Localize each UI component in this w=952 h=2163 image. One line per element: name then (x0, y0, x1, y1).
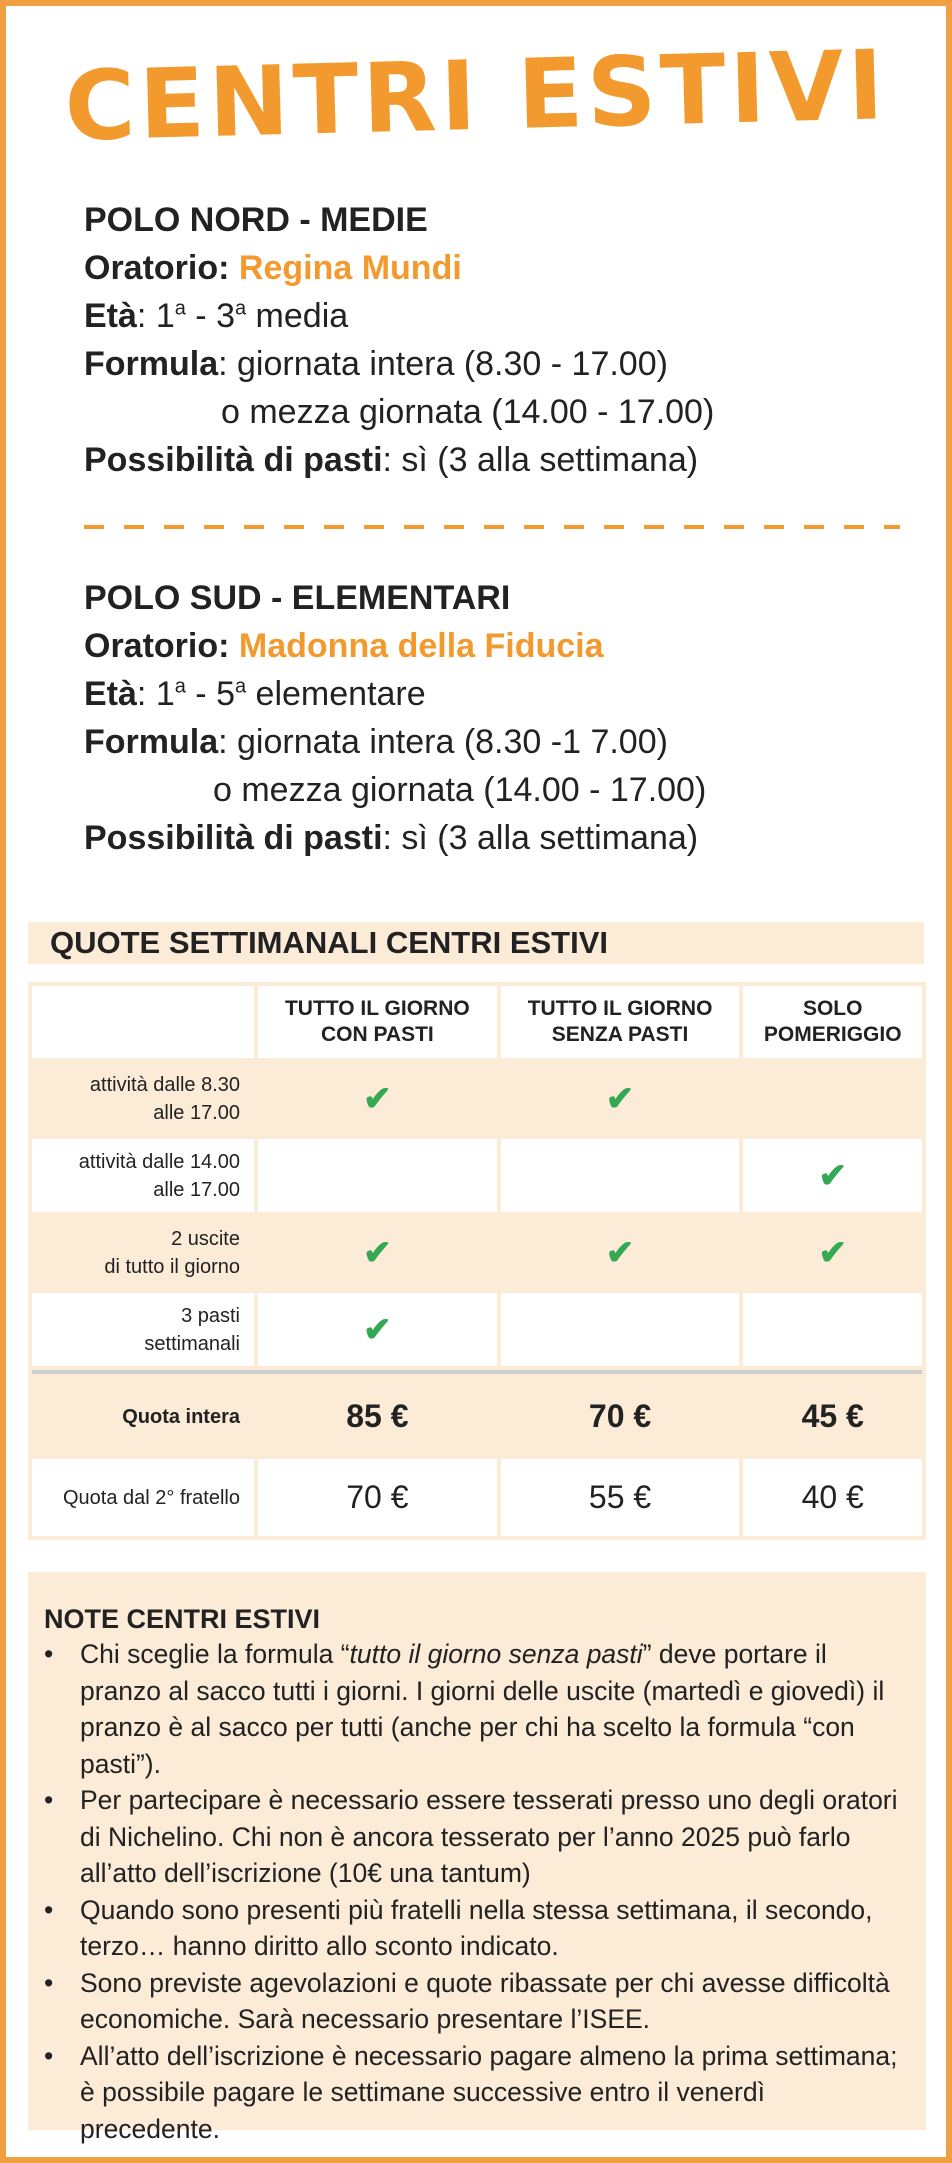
list-item (44, 1892, 906, 1965)
table-row (32, 1139, 922, 1212)
quote-header-empty (32, 986, 254, 1058)
page-title: CENTRI ESTIVI (63, 29, 889, 163)
row-label (32, 1216, 254, 1289)
dashed-divider (84, 525, 900, 529)
row-label (32, 1293, 254, 1366)
col-label-line1: TUTTO IL GIORNO (284, 997, 470, 1020)
polo-sud-pasti-label: Possibilità di pasti (84, 819, 383, 857)
bullet-icon: • (44, 1894, 54, 1925)
price-value: 40 € (743, 1459, 922, 1536)
note-text: Sono previste agevolazioni e quote ribassate per chi avesse difficoltà economiche. Sarà necessario presentare l’ISEE. (80, 1967, 890, 2034)
polo-nord-eta-sup-1: a (174, 297, 186, 320)
list-item (44, 1636, 906, 1782)
polo-nord-eta-part-b: - 3 (185, 297, 235, 335)
check-icon: ✔ (258, 1216, 497, 1289)
polo-sud-pasti-value: : sì (3 alla settimana) (382, 819, 699, 857)
polo-sud-eta-label: Età (84, 675, 137, 713)
empty-cell (743, 1293, 922, 1366)
separator-cell (32, 1370, 922, 1374)
empty-cell (501, 1139, 740, 1212)
price-value: 45 € (743, 1378, 922, 1455)
quote-header-row (32, 986, 922, 1058)
price-row-label: Quota intera (32, 1378, 254, 1455)
price-value: 70 € (258, 1459, 497, 1536)
quote-col-tutto-senza-pasti (501, 986, 740, 1058)
polo-nord-pasti-label: Possibilità di pasti (84, 441, 383, 479)
price-value: 55 € (501, 1459, 740, 1536)
quote-table (28, 982, 926, 1540)
bullet-icon: • (44, 1785, 54, 1815)
quote-section-title: QUOTE SETTIMANALI CENTRI ESTIVI (28, 922, 924, 964)
note-text: ” deve portare il pranzo al sacco tutti i giorni. I giorni delle uscite (martedì e giovedì) il pranzo è al sacco per tutti (anche per chi ha scelto la formula “con pasti”). (80, 1639, 885, 1779)
note-text: All’atto dell’iscrizione è necessario pagare almeno la prima settimana; è possibile pagare le settimane successive entro il venerdì precedente. (80, 2040, 898, 2144)
note-text: Quando sono presenti più fratelli nella stessa settimana, il secondo, terzo… hanno diritto allo sconto indicato. (80, 1894, 873, 1961)
polo-sud-eta-part-c: elementare (246, 675, 426, 713)
polo-nord-oratorio-label: Oratorio: (84, 249, 230, 287)
list-item (44, 1965, 906, 2038)
polo-sud-heading: POLO SUD - ELEMENTARI (84, 579, 511, 617)
note-text: Per partecipare è necessario essere tesserati presso uno degli oratori di Nichelino. Chi non è ancora tesserato per l’anno 2025 può farlo all’atto dell’iscrizione (10€ una tantum) (80, 1785, 898, 1888)
note-emphasis: tutto il giorno senza pasti (349, 1639, 643, 1669)
row-label-line2: di tutto il giorno (104, 1255, 240, 1278)
quote-col-solo-pomeriggio (743, 986, 922, 1058)
row-label (32, 1139, 254, 1212)
notes-panel (28, 1572, 926, 2144)
col-label-line1: TUTTO IL GIORNO (527, 997, 713, 1020)
list-item (44, 2038, 906, 2148)
row-label-line2: alle 17.00 (153, 1178, 240, 1201)
polo-nord-formula-value: : giornata intera (8.30 - 17.00) (218, 345, 668, 383)
polo-nord-info (84, 196, 714, 484)
polo-nord-eta-label: Età (84, 297, 137, 335)
check-icon: ✔ (258, 1062, 497, 1135)
row-label (32, 1062, 254, 1135)
polo-nord-heading: POLO NORD - MEDIE (84, 201, 428, 239)
polo-sud-oratorio-value: Madonna della Fiducia (238, 627, 604, 665)
price-row-quota-fratello (32, 1459, 922, 1536)
row-label-line2: alle 17.00 (153, 1101, 240, 1124)
polo-nord-formula-value-2: o mezza giornata (14.00 - 17.00) (221, 393, 715, 431)
row-label-line1: 2 uscite (171, 1227, 240, 1250)
table-row (32, 1216, 922, 1289)
polo-nord-oratorio-value: Regina Mundi (238, 249, 462, 287)
polo-sud-eta-sup-2: a (234, 675, 247, 698)
bullet-icon: • (44, 1967, 54, 1998)
price-value: 70 € (501, 1378, 740, 1455)
check-icon: ✔ (501, 1062, 740, 1135)
table-separator (32, 1370, 922, 1374)
col-label-line2: POMERIGGIO (763, 1023, 902, 1046)
polo-sud-formula-label: Formula (84, 723, 219, 761)
row-label-line2: settimanali (144, 1332, 240, 1355)
polo-sud-info (84, 574, 706, 862)
polo-sud-eta-part-b: - 5 (185, 675, 235, 713)
col-label-line1: SOLO (802, 997, 863, 1020)
polo-sud-eta-part-a: : 1 (136, 675, 175, 713)
check-icon: ✔ (743, 1216, 922, 1289)
row-label-line1: attività dalle 8.30 (89, 1073, 240, 1096)
empty-cell (501, 1293, 740, 1366)
polo-sud-eta-sup-1: a (174, 675, 186, 698)
polo-nord-eta-part-c: media (246, 297, 349, 335)
bullet-icon: • (44, 2040, 54, 2071)
bullet-icon: • (44, 1639, 54, 1669)
price-row-label: Quota dal 2° fratello (32, 1459, 254, 1536)
check-icon: ✔ (501, 1216, 740, 1289)
notes-list (44, 1636, 906, 2147)
table-row (32, 1293, 922, 1366)
col-label-line2: SENZA PASTI (551, 1023, 689, 1046)
quote-col-tutto-con-pasti (258, 986, 497, 1058)
row-label-line1: attività dalle 14.00 (78, 1150, 240, 1173)
notes-title: NOTE CENTRI ESTIVI (44, 1604, 321, 1634)
polo-nord-eta-sup-2: a (234, 297, 247, 320)
col-label-line2: CON PASTI (320, 1023, 434, 1046)
row-label-line1: 3 pasti (181, 1304, 240, 1327)
polo-nord-pasti-value: : sì (3 alla settimana) (382, 441, 699, 479)
check-icon: ✔ (258, 1293, 497, 1366)
empty-cell (743, 1062, 922, 1135)
polo-sud-formula-value-2: o mezza giornata (14.00 - 17.00) (213, 771, 707, 809)
table-row (32, 1062, 922, 1135)
list-item (44, 1782, 906, 1892)
polo-nord-formula-label: Formula (84, 345, 219, 383)
empty-cell (258, 1139, 497, 1212)
polo-nord-eta-part-a: : 1 (136, 297, 175, 335)
price-row-quota-intera (32, 1378, 922, 1455)
note-text: Chi sceglie la formula “ (80, 1639, 350, 1669)
polo-sud-formula-value: : giornata intera (8.30 -1 7.00) (218, 723, 668, 761)
price-value: 85 € (258, 1378, 497, 1455)
check-icon: ✔ (743, 1139, 922, 1212)
polo-sud-oratorio-label: Oratorio: (84, 627, 230, 665)
